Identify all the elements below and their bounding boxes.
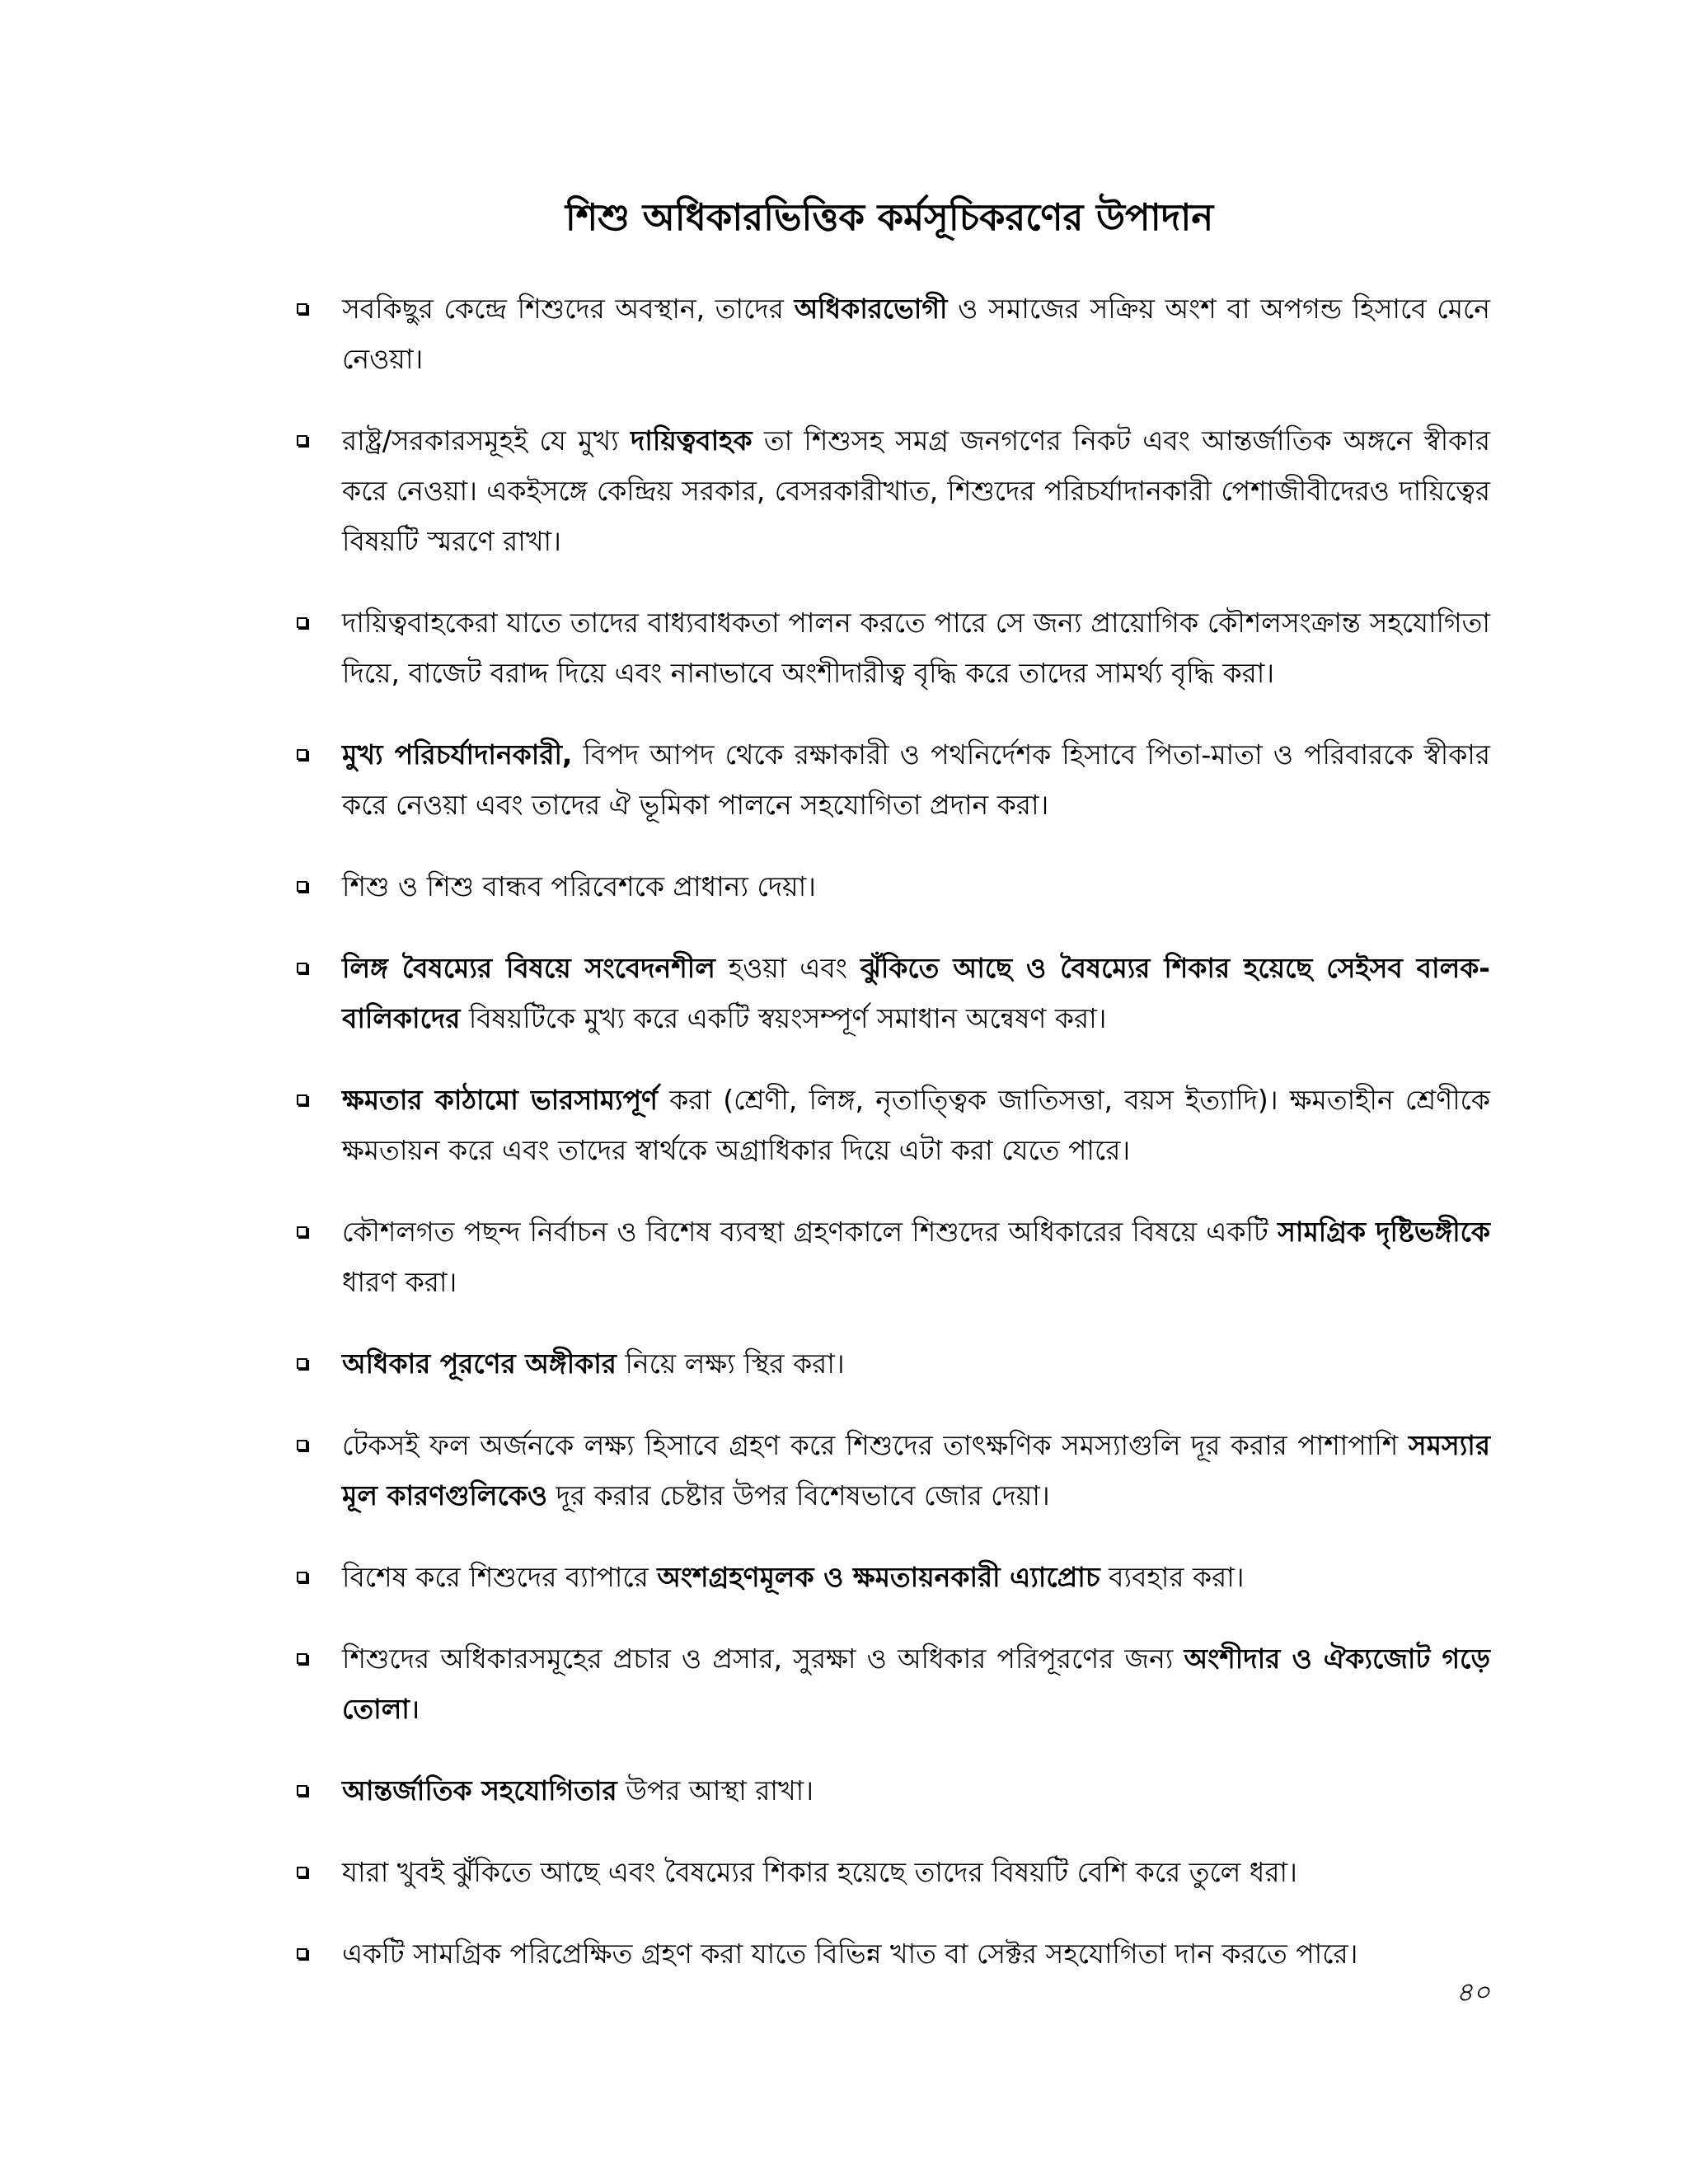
bold-text: অংশগ্রহণমূলক ও ক্ষমতায়নকারী এ্যাপ্রোচ (657, 1560, 1100, 1593)
bold-text: ক্ষমতার কাঠামো ভারসাম্যপূর্ণ (342, 1083, 658, 1116)
checkbox-bullet-icon (297, 617, 307, 628)
bold-text: লিঙ্গ বৈষম্যের বিষয়ে সংবেদনশীল (342, 951, 715, 984)
text: বিশেষ করে শিশুদের ব্যাপারে (342, 1560, 658, 1593)
text: ধারণ করা। (342, 1265, 457, 1298)
text: বিষয়টিকে মুখ্য করে একটি স্বয়ংসম্পূর্ণ সমাধান অন্বেষণ করা। (460, 1001, 1107, 1034)
list-item (297, 598, 1490, 698)
text: একটি সামগ্রিক পরিপ্রেক্ষিত গ্রহণ করা যাতে বিভিন্ন খাত বা সেক্টর সহযোগিতা দান করতে পারে। (342, 1937, 1358, 1970)
list-item (297, 1847, 1490, 1897)
text: ব্যবহার করা। (1100, 1560, 1245, 1593)
text: তা শিশুসহ সমগ্র জনগণের নিকট এবং আন্তর্জাতিক অঙ্গনে স্বীকার করে নেওয়া। একইসঙ্গে কেন্দ্রিয় সরকার, বেসরকারীখাত, শিশুদের পরিচর্যাদানকারী পেশাজীবীদেরও দায়িত্বের বিষয়টি স্মরণে রাখা। (342, 424, 1490, 557)
checkbox-bullet-icon (297, 435, 307, 446)
list-item (297, 861, 1490, 912)
checkbox-bullet-icon (297, 1572, 307, 1582)
list-item (297, 1929, 1490, 1979)
checkbox-bullet-icon (297, 881, 307, 892)
checkbox-bullet-icon (297, 303, 307, 314)
checkbox-bullet-icon (297, 1653, 307, 1664)
list-item (297, 1552, 1490, 1602)
list-item (297, 1338, 1490, 1389)
page-number: ৪০ (1456, 1976, 1490, 2008)
checkbox-bullet-icon (297, 1440, 307, 1451)
text: কৌশলগত পছন্দ নির্বাচন ও বিশেষ ব্যবস্থা গ্রহণকালে শিশুদের অধিকারের বিষয়ে একটি (342, 1215, 1278, 1248)
checkbox-bullet-icon (297, 1867, 307, 1877)
bold-text: সামগ্রিক দৃষ্টিভঙ্গীকে (1278, 1215, 1490, 1248)
text: যারা খুবই ঝুঁকিতে আছে এবং বৈষম্যের শিকার হয়েছে তাদের বিষয়টি বেশি করে তুলে ধরা। (342, 1855, 1297, 1888)
text: সবকিছুর কেন্দ্রে শিশুদের অবস্থান, তাদের (342, 292, 795, 325)
text: হওয়া এবং (715, 951, 860, 984)
bold-text: অংশীদার ও ঐক্যজোট গড়ে তোলা (342, 1642, 1491, 1725)
bold-text: সমস্যার মূল কারণগুলিকেও (342, 1428, 1490, 1511)
text: করা (শ্রেণী, লিঙ্গ, নৃতাত্ত্বিক জাতিসত্তা, বয়স ইত্যাদি)। ক্ষমতাহীন শ্রেণীকে ক্ষমতায়ন করে এবং তাদের স্বার্থকে অগ্রাধিকার দিয়ে এটা করা যেতে পারে। (342, 1083, 1491, 1166)
checkbox-bullet-icon (297, 1785, 307, 1796)
element-list (297, 284, 1490, 1979)
checkbox-bullet-icon (297, 1948, 307, 1959)
text: দূর করার চেষ্টার উপর বিশেষভাবে জোর দেয়া। (547, 1479, 1050, 1511)
text: শিশু ও শিশু বান্ধব পরিবেশকে প্রাধান্য দেয়া। (342, 869, 816, 902)
list-item (297, 1765, 1490, 1816)
checkbox-bullet-icon (297, 1358, 307, 1369)
checkbox-bullet-icon (297, 1226, 307, 1237)
bold-text: অধিকারভোগী (794, 292, 948, 325)
list-item (297, 1420, 1490, 1521)
bold-text: ঝুঁকিতে আছে ও বৈষম্যের শিকার হয়েছে সেইসব বালক-বালিকাদের (342, 951, 1490, 1034)
list-item (297, 729, 1490, 830)
checkbox-bullet-icon (297, 1094, 307, 1105)
bold-text: অধিকার পূরণের অঙ্গীকার (342, 1347, 617, 1380)
page-title: শিশু অধিকারভিত্তিক কর্মসূচিকরণের উপাদান (565, 195, 1214, 239)
list-item (297, 284, 1490, 384)
text: রাষ্ট্র/সরকারসমূহই যে মুখ্য (342, 424, 631, 457)
list-item (297, 943, 1490, 1043)
text: । (409, 1692, 420, 1725)
list-item (297, 1207, 1490, 1307)
text: শিশুদের অধিকারসমূহের প্রচার ও প্রসার, সুরক্ষা ও অধিকার পরিপূরণের জন্য (342, 1642, 1184, 1675)
list-item (297, 415, 1490, 566)
text: ও সমাজের সক্রিয় অংশ বা অপগন্ড হিসাবে মেনে নেওয়া। (342, 292, 1490, 375)
bold-text: দায়িত্ববাহক (630, 424, 753, 457)
text: বিপদ আপদ থেকে রক্ষাকারী ও পথনির্দেশক হিসাবে পিতা-মাতা ও পরিবারকে স্বীকার করে নেওয়া এবং তাদের ঐ ভূমিকা পালনে সহযোগিতা প্রদান করা। (342, 738, 1490, 821)
text: টেকসই ফল অর্জনকে লক্ষ্য হিসাবে গ্রহণ করে শিশুদের তাৎক্ষণিক সমস্যাগুলি দূর করার পাশাপাশি (342, 1428, 1409, 1461)
text: দায়িত্ববাহকেরা যাতে তাদের বাধ্যবাধকতা পালন করতে পারে সে জন্য প্রায়োগিক কৌশলসংক্রান্ত সহযোগিতা দিয়ে, বাজেট বরাদ্দ দিয়ে এবং নানাভাবে অংশীদারীত্ব বৃদ্ধি করে তাদের সামর্থ্য বৃদ্ধি করা। (342, 606, 1490, 689)
list-item (297, 1633, 1490, 1734)
list-item (297, 1075, 1490, 1175)
checkbox-bullet-icon (297, 749, 307, 760)
bold-text: মুখ্য পরিচর্যাদানকারী, (342, 738, 573, 771)
text: নিয়ে লক্ষ্য স্থির করা। (616, 1347, 845, 1380)
checkbox-bullet-icon (297, 963, 307, 973)
bold-text: আন্তর্জাতিক সহযোগিতার (342, 1774, 617, 1807)
text: উপর আস্থা রাখা। (617, 1774, 814, 1807)
